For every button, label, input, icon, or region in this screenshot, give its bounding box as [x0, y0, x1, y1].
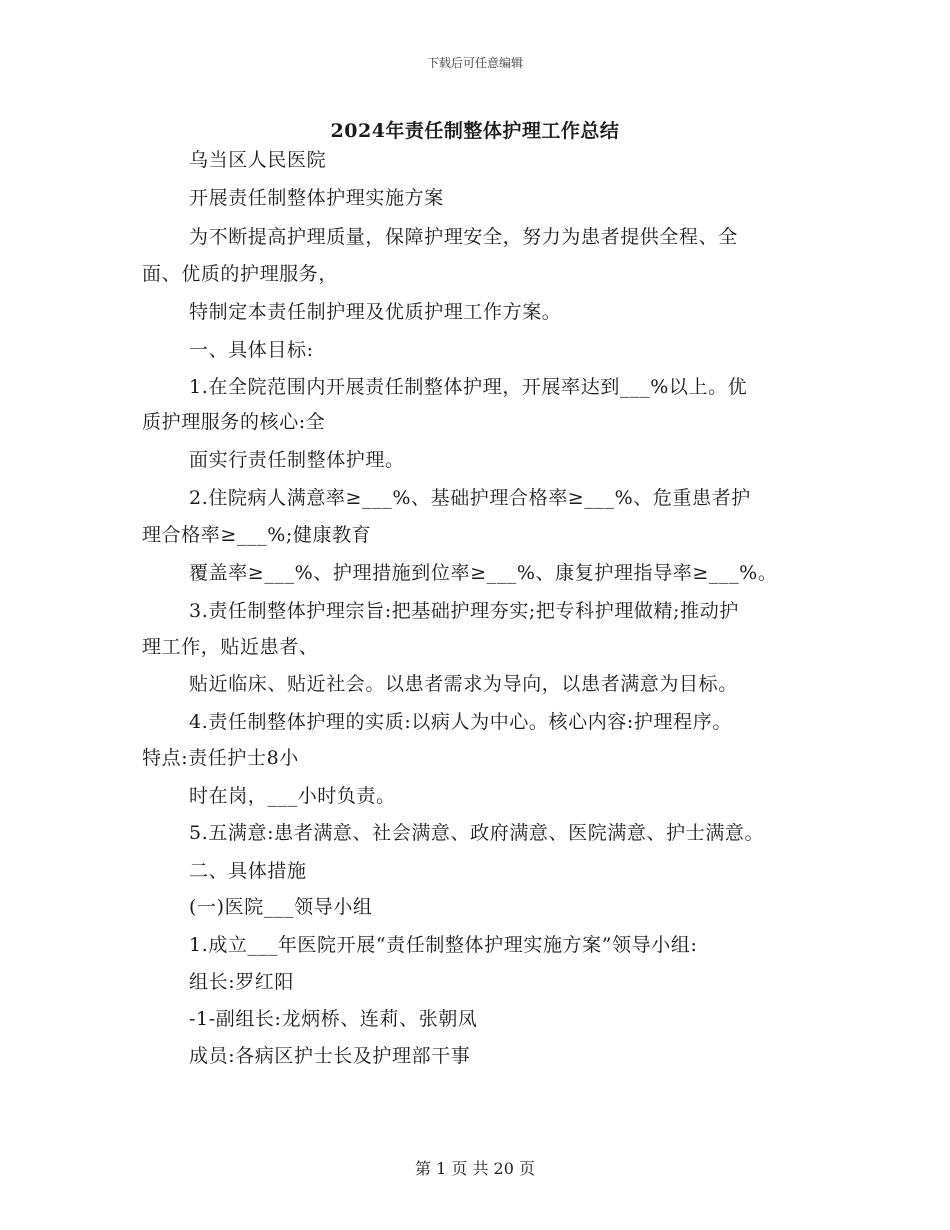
- text-line: (一)医院___领导小组: [189, 896, 373, 918]
- text-line: 理工作，贴近患者、: [142, 636, 319, 658]
- text-line: 贴近临床、贴近社会。以患者需求为导向，以患者满意为目标。: [189, 673, 738, 695]
- text-line: -1-副组长:龙炳桥、连莉、张朝凤: [189, 1008, 478, 1030]
- text-line: 1.在全院范围内开展责任制整体护理，开展率达到___%以上。优: [189, 376, 748, 398]
- text-line: 为不断提高护理质量，保障护理安全，努力为患者提供全程、全: [189, 226, 738, 248]
- text-line: 面实行责任制整体护理。: [189, 449, 405, 471]
- text-line: 二、具体措施: [189, 860, 307, 882]
- text-line: 覆盖率≥___%、护理措施到位率≥___%、康复护理指导率≥___%。: [189, 562, 778, 584]
- text-line: 质护理服务的核心:全: [142, 411, 326, 433]
- text-line: 特点:责任护士8小: [142, 747, 299, 769]
- text-line: 开展责任制整体护理实施方案: [189, 187, 444, 209]
- text-line: 一、具体目标:: [189, 339, 314, 361]
- text-line: 1.成立___年医院开展“责任制整体护理实施方案”领导小组:: [189, 934, 698, 956]
- text-line: 组长:罗红阳: [189, 971, 295, 993]
- text-line: 特制定本责任制护理及优质护理工作方案。: [189, 301, 562, 323]
- document-title: 2024年责任制整体护理工作总结: [330, 120, 620, 142]
- page-number: 第 1 页 共 20 页: [415, 1159, 535, 1178]
- text-line: 成员:各病区护士长及护理部干事: [189, 1045, 471, 1067]
- text-line: 乌当区人民医院: [189, 149, 327, 171]
- text-line: 4.责任制整体护理的实质:以病人为中心。核心内容:护理程序。: [189, 711, 732, 733]
- text-line: 3.责任制整体护理宗旨:把基础护理夯实;把专科护理做精;推动护: [189, 600, 739, 622]
- text-line: 时在岗，___小时负责。: [189, 785, 396, 807]
- text-line: 面、优质的护理服务，: [142, 263, 339, 285]
- page-header-note: 下载后可任意编辑: [426, 56, 523, 70]
- text-line: 2.住院病人满意率≥___%、基础护理合格率≥___%、危重患者护: [189, 487, 751, 509]
- text-line: 理合格率≥___%;健康教育: [142, 524, 372, 546]
- text-line: 5.五满意:患者满意、社会满意、政府满意、医院满意、护士满意。: [189, 822, 765, 844]
